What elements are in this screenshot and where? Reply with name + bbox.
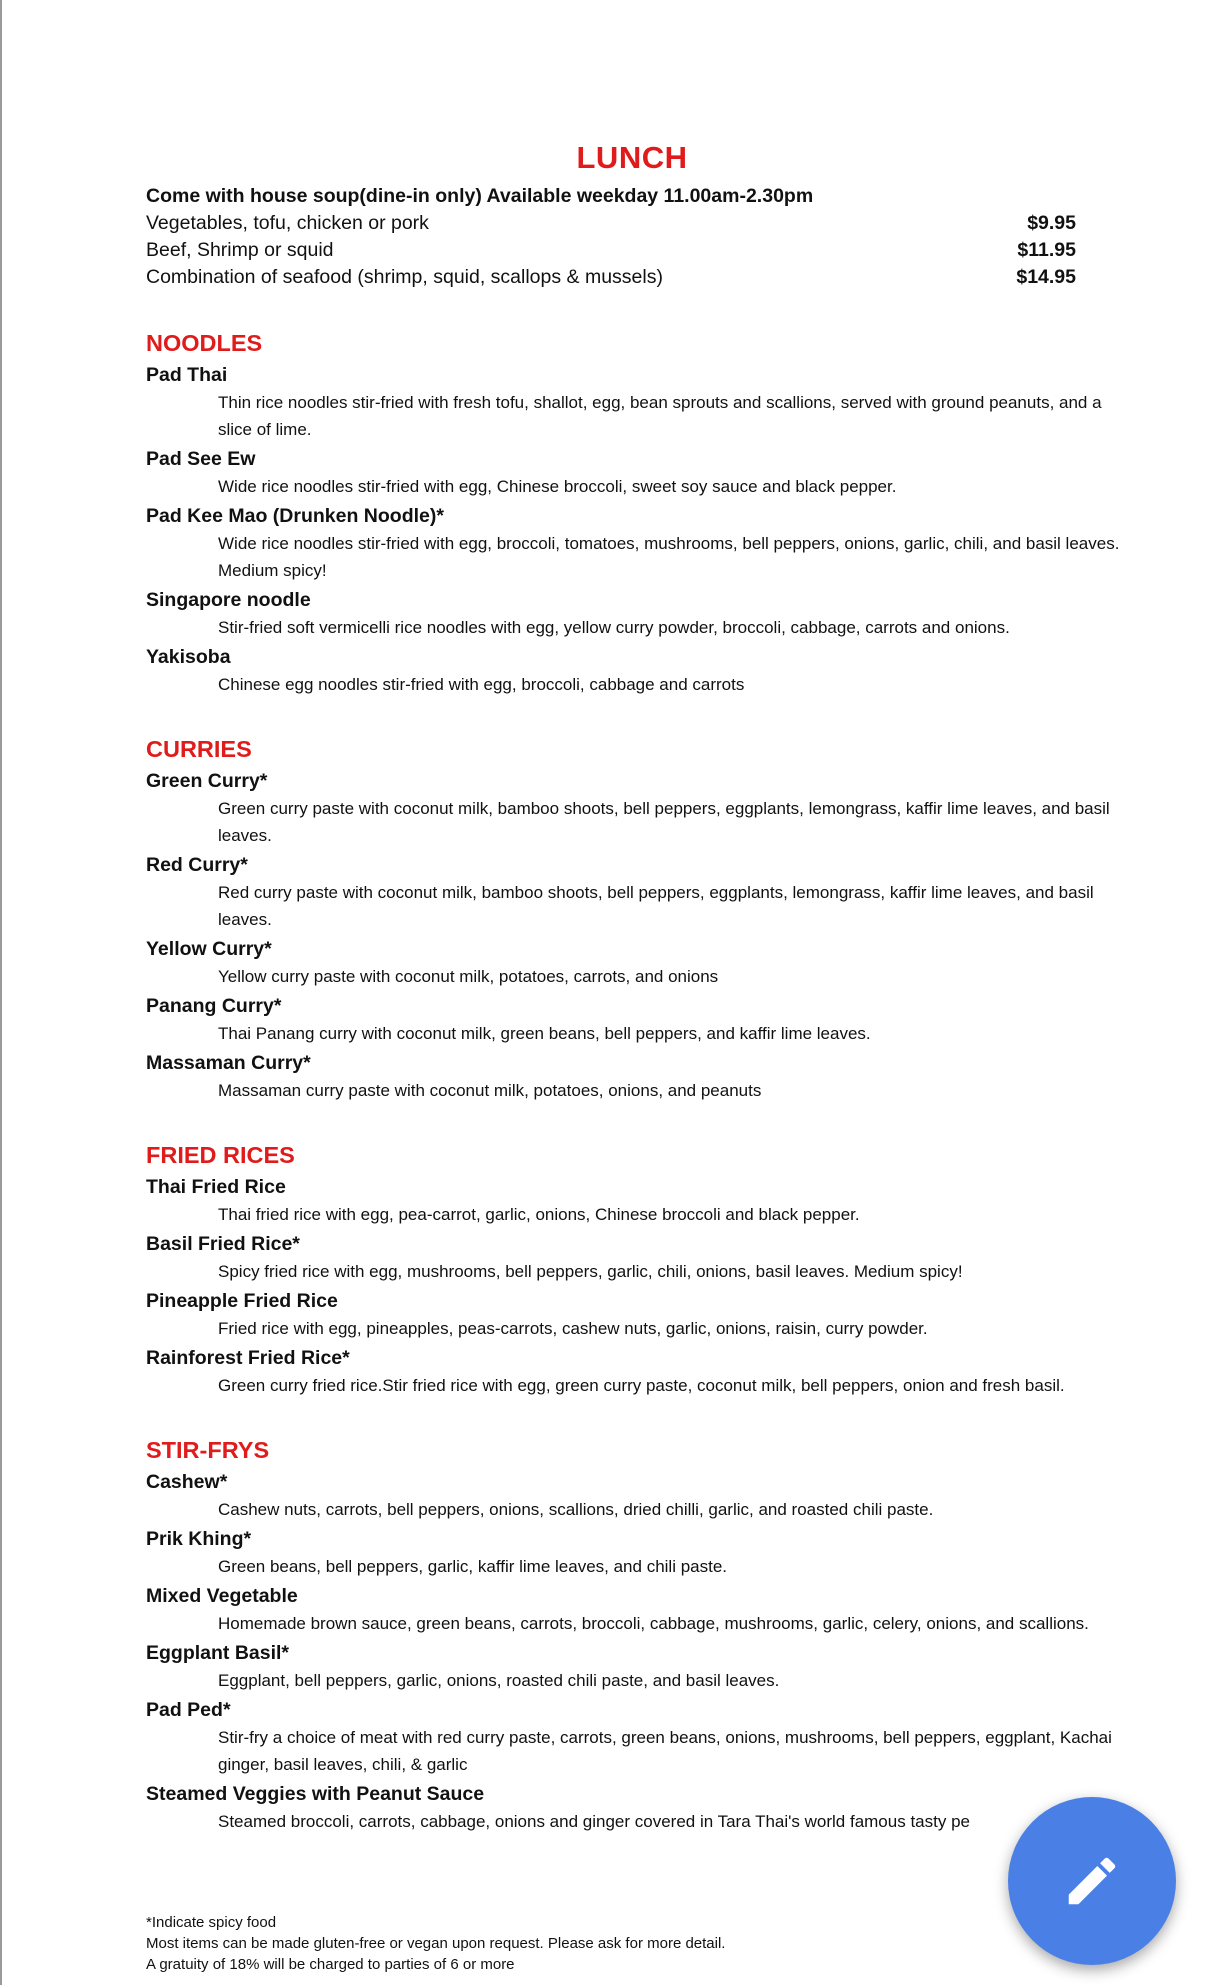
lunch-option <box>146 212 1076 235</box>
menu-item-desc: Green curry fried rice.Stir fried rice with egg, green curry paste, coconut milk, bell peppers, onion and fresh basil. <box>218 1376 1065 1395</box>
lunch-option <box>146 239 1076 262</box>
lunch-intro: Come with house soup(dine-in only) Available weekday 11.00am-2.30pm <box>146 185 814 207</box>
menu-item-desc: Massaman curry paste with coconut milk, potatoes, onions, and peanuts <box>218 1081 762 1100</box>
menu-item-desc: Stir-fry a choice of meat with red curry paste, carrots, green beans, onions, mushrooms, bell peppers, eggplant, Kachai ginger, basil leaves, chili, & garlic <box>218 1728 1112 1774</box>
edit-fab-button[interactable] <box>1008 1797 1176 1965</box>
menu-item-desc: Red curry paste with coconut milk, bamboo shoots, bell peppers, eggplants, lemongrass, kaffir lime leaves, and basil leaves. <box>218 883 1094 929</box>
menu-item-name: Massaman Curry* <box>146 1052 311 1074</box>
menu-item-name: Steamed Veggies with Peanut Sauce <box>146 1783 485 1805</box>
lunch-option-price: $11.95 <box>1017 239 1076 261</box>
menu-item-name: Pad Ped* <box>146 1699 231 1721</box>
menu-item-desc: Homemade brown sauce, green beans, carrots, broccoli, cabbage, mushrooms, garlic, celery, onions, and scallions. <box>218 1614 1089 1633</box>
menu-item-desc: Thin rice noodles stir-fried with fresh tofu, shallot, egg, bean sprouts and scallions, served with ground peanuts, and a slice of lime. <box>218 393 1102 439</box>
menu-item-desc: Yellow curry paste with coconut milk, potatoes, carrots, and onions <box>218 967 719 986</box>
menu-footer <box>146 1912 725 1975</box>
section-heading: NOODLES <box>146 330 263 356</box>
footer-note: *Indicate spicy food <box>146 1914 277 1931</box>
lunch-option-price: $14.95 <box>1016 266 1076 288</box>
lunch-option-label: Vegetables, tofu, chicken or pork <box>146 212 429 234</box>
menu-item-desc: Green beans, bell peppers, garlic, kaffir lime leaves, and chili paste. <box>218 1557 728 1576</box>
menu-item-desc: Wide rice noodles stir-fried with egg, broccoli, tomatoes, mushrooms, bell peppers, onions, garlic, chili, and basil leaves. Medium spicy! <box>218 534 1120 580</box>
menu-item-name: Pad See Ew <box>146 448 256 470</box>
page-edge <box>0 0 2 1985</box>
menu-item-desc: Thai Panang curry with coconut milk, green beans, bell peppers, and kaffir lime leaves. <box>218 1024 871 1043</box>
menu-item-name: Pad Kee Mao (Drunken Noodle)* <box>146 505 444 527</box>
menu-item-name: Mixed Vegetable <box>146 1585 298 1607</box>
menu-item-desc: Cashew nuts, carrots, bell peppers, onions, scallions, dried chilli, garlic, and roasted chili paste. <box>218 1500 934 1519</box>
section-heading: CURRIES <box>146 736 252 762</box>
menu-item-name: Pad Thai <box>146 364 228 386</box>
menu-item-name: Eggplant Basil* <box>146 1642 290 1664</box>
lunch-option-price: $9.95 <box>1027 212 1076 234</box>
menu-item-name: Yakisoba <box>146 646 231 668</box>
menu-item-desc: Eggplant, bell peppers, garlic, onions, roasted chili paste, and basil leaves. <box>218 1671 780 1690</box>
menu-item-desc: Thai fried rice with egg, pea-carrot, garlic, onions, Chinese broccoli and black pepper. <box>218 1205 860 1224</box>
lunch-option-label: Combination of seafood (shrimp, squid, scallops & mussels) <box>146 266 663 288</box>
menu-item-name: Pineapple Fried Rice <box>146 1290 338 1312</box>
menu-item-desc: Spicy fried rice with egg, mushrooms, bell peppers, garlic, chili, onions, basil leaves. Medium spicy! <box>218 1262 963 1281</box>
menu-item-name: Yellow Curry* <box>146 938 272 960</box>
menu-item-name: Panang Curry* <box>146 995 282 1017</box>
menu-item-desc: Green curry paste with coconut milk, bamboo shoots, bell peppers, eggplants, lemongrass, kaffir lime leaves, and basil leaves. <box>218 799 1110 845</box>
menu-item-name: Green Curry* <box>146 770 268 792</box>
section-heading: FRIED RICES <box>146 1142 295 1168</box>
section-noodles <box>146 325 1126 700</box>
menu-item-desc: Stir-fried soft vermicelli rice noodles with egg, yellow curry powder, broccoli, cabbage, carrots and onions. <box>218 618 1010 637</box>
menu-item-name: Singapore noodle <box>146 589 311 611</box>
menu-item-name: Thai Fried Rice <box>146 1176 286 1198</box>
section-fried-rices <box>146 1137 1126 1401</box>
menu-title: LUNCH <box>576 140 688 175</box>
menu-item-desc: Chinese egg noodles stir-fried with egg, broccoli, cabbage and carrots <box>218 675 745 694</box>
pencil-edit-icon <box>1061 1850 1123 1912</box>
section-heading: STIR-FRYS <box>146 1437 270 1463</box>
menu-item-desc: Steamed broccoli, carrots, cabbage, onions and ginger covered in Tara Thai's world famous tasty pe <box>218 1812 970 1831</box>
lunch-option <box>146 266 1076 289</box>
section-curries <box>146 731 1126 1106</box>
menu-item-name: Red Curry* <box>146 854 248 876</box>
lunch-option-label: Beef, Shrimp or squid <box>146 239 334 261</box>
section-stir-frys <box>146 1432 1126 1837</box>
menu-item-name: Prik Khing* <box>146 1528 252 1550</box>
footer-note: Most items can be made gluten-free or vegan upon request. Please ask for more detail. <box>146 1935 726 1952</box>
menu-item-name: Cashew* <box>146 1471 228 1493</box>
menu-item-desc: Wide rice noodles stir-fried with egg, Chinese broccoli, sweet soy sauce and black pepper. <box>218 477 897 496</box>
footer-note: A gratuity of 18% will be charged to parties of 6 or more <box>146 1956 515 1973</box>
menu-item-desc: Fried rice with egg, pineapples, peas-carrots, cashew nuts, garlic, onions, raisin, curry powder. <box>218 1319 928 1338</box>
menu-item-name: Rainforest Fried Rice* <box>146 1347 350 1369</box>
menu-item-name: Basil Fried Rice* <box>146 1233 300 1255</box>
